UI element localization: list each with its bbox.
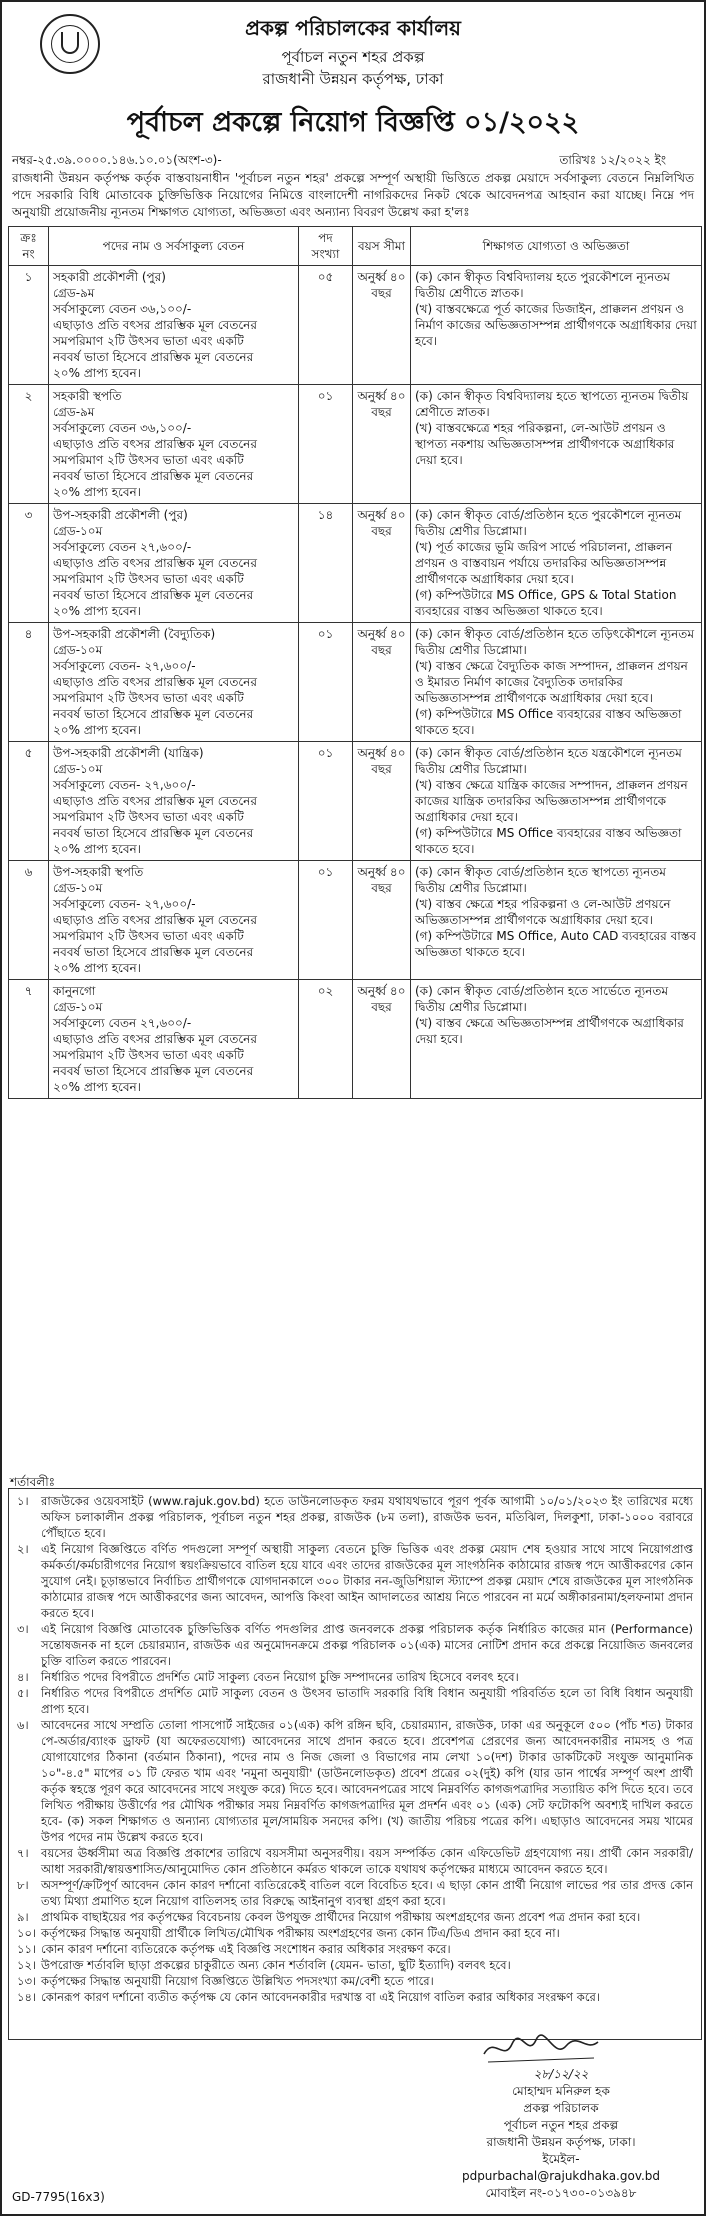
qualification-item: (ক) কোন স্বীকৃত বোর্ড/প্রতিষ্ঠান হতে যন্ত্রকৌশলে ন্যূনতম দ্বিতীয় শ্রেণীর ডিপ্লোমা। xyxy=(415,746,682,776)
row-serial: ১ xyxy=(9,266,49,385)
post-detail-line: গ্রেড-১০ম xyxy=(53,643,103,657)
post-detail-line: নববর্ষ ভাতা হিসেবে প্রারম্ভিক মূল বেতনের xyxy=(53,707,254,721)
term-number: ১০। xyxy=(17,1926,37,1940)
signatory-designation: প্রকল্প পরিচালক xyxy=(523,2101,599,2115)
post-detail-line: গ্রেড-১০ম xyxy=(53,881,103,895)
qualification-item: (খ) বাস্তবক্ষেত্রে শহর পরিকল্পনা, লে-আউট প্রণয়ন ও স্থাপত্য নকশায় অভিজ্ঞতাসম্পন্ন প্রার্থীগণকে অগ্রাধিকার দেয়া হবে। xyxy=(415,421,675,467)
post-detail-line: গ্রেড-১০ম xyxy=(53,762,103,776)
signatory-authority: রাজধানী উন্নয়ন কর্তৃপক্ষ, ঢাকা। xyxy=(486,2135,636,2149)
qualification-item: (ক) কোন স্বীকৃত বিশ্ববিদ্যালয় হতে স্থাপত্যে ন্যূনতম দ্বিতীয় শ্রেণীতে স্নাতক। xyxy=(415,389,689,419)
row-qualification xyxy=(411,623,702,742)
row-serial: ৬ xyxy=(9,861,49,980)
term-text: নির্ধারিত পদের বিপরীতে প্রদর্শিত মোট সাকুল্য বেতন নিয়োগ চুক্তি সম্পাদনের তারিখ হিসেবে বলবৎ হবে। xyxy=(41,1670,519,1684)
table-row xyxy=(9,504,702,623)
post-detail-line: সর্বসাকুল্যে বেতন ২৭,৬০০/- xyxy=(53,540,192,554)
term-number: ১১। xyxy=(17,1942,37,1956)
post-detail-line: সমপরিমাণ ২টি উৎসব ভাতা এবং একটি xyxy=(53,929,244,943)
post-name: উপ-সহকারী প্রকৌশলী (যান্ত্রিক) xyxy=(53,746,204,760)
post-detail-line: এছাড়াও প্রতি বৎসর প্রারম্ভিক মূল বেতনের xyxy=(53,556,257,570)
header-qualification: শিক্ষাগত যোগ্যতা ও অভিজ্ঞতা xyxy=(411,227,702,266)
table-header-row xyxy=(9,227,702,266)
qualification-item: (খ) বাস্তব ক্ষেত্রে অভিজ্ঞতাসম্পন্ন প্রার্থীগণকে অগ্রাধিকার দেয়া হবে। xyxy=(415,1016,684,1046)
term-item xyxy=(17,1621,693,1669)
term-text: আবেদনের সাথে সম্প্রতি তোলা পাসপোর্ট সাইজের ০১(এক) কপি রঙ্গিন ছবি, চেয়ারম্যান, রাজউক, ঢাকা এর অনুকূলে ৫০০ (পাঁচ শত) টাকার পে-অর্ডার/ব্যাংক ড্রাফট (যা অফেরতযোগ্য) আবেদনের সাথে প্রদান করতে হবে। প্রবেশপত্র প্রেরণের জন্য আবেদনকারীর নামসহ ও পত্র যোগাযোগের ঠিকানা (বর্তমান ঠিকানা), পদের নাম ও নিজ জেলা ও বিভাগের নাম লেখা ১০(দশ) টাকার ডাকটিকেট সংযুক্ত আনুমানিক ১০"-৪.৫" মাপের ০১ টি ফেরত খাম এবং 'নমুনা অনুযায়ী' (ডাউনলোডকৃত) প্রবেশ প্রত্রের ০২(দুই) কপি (যার ডান পার্শ্বের সম্পূর্ণ অংশ প্রার্থী কর্তৃক স্বহস্তে পূরণ করে আবেদনের সাথে সংযুক্ত করে) দিতে হবে। আবেদনপত্রের সাথে নিম্নবর্ণিত কাগজপত্রাদির সত্যায়িত কপি দিতে হবে। তবে লিখিত পরীক্ষায় উত্তীর্ণের পর মৌখিক পরীক্ষার সময় নিম্নবর্ণিত কাগজপত্রাদির মূল প্রদর্শন এবং ০১ (এক) সেট ফটোকপি অবশ্যই দাখিল করতে হবে- (ক) সকল শিক্ষাগত ও অন্যান্য যোগ্যতার মূল/সাময়িক সনদের কপি। (খ) জাতীয় পরিচয় পত্রের কপি। এছাড়াও আবেদনের সময় খামের উপর পদের নাম উল্লেখ করতে হবে। xyxy=(41,1718,693,1844)
post-detail-line: এছাড়াও প্রতি বৎসর প্রারম্ভিক মূল বেতনের xyxy=(53,913,257,927)
post-detail-line: নববর্ষ ভাতা হিসেবে প্রারম্ভিক মূল বেতনের xyxy=(53,350,254,364)
post-detail-line: সমপরিমাণ ২টি উৎসব ভাতা এবং একটি xyxy=(53,453,244,467)
term-text: এই নিয়োগ বিজ্ঞপ্তিতে বর্ণিত পদগুলো সম্পূর্ণ অস্থায়ী সাকুল্য বেতনে চুক্তি ভিত্তিক এবং প্রকল্প মেয়াদ শেষ হওয়ার সাথে সাথে নিয়োগপ্রাপ্ত কর্মকর্তা/কর্মচারীগণের নিয়োগ স্বয়ংক্রিয়ভাবে বাতিল হয়ে যাবে এবং তাদের রাজউকের মূল সাংগঠনিক কাঠামোর রাজস্ব পদে আত্তীকরণের কোন সুযোগ নেই। চূড়ান্তভাবে নির্বাচিত প্রার্থীগণকে যোগদানকালে ৩০০ টাকার নন-জুডিশিয়াল স্ট্যাম্পে প্রকল্প মেয়াদ শেষে রাজউকের মূল সাংগঠনিক কাঠামোর রাজস্ব পদে আত্তীকরণের জন্য আবেদন, আপত্তি কিংবা আইন আদালতের আশ্রয় নিতে পারবেন না মর্মে অঙ্গীকারনামা/হলফনামা প্রদান করতে হবে। xyxy=(41,1542,693,1620)
term-text: কর্তৃপক্ষের সিদ্ধান্ত অনুযায়ী প্রার্থীকে লিখিত/মৌখিক পরীক্ষায় অংশগ্রহণের জন্য কোন টিএ/ডিএ প্রদান করা হবে না। xyxy=(41,1926,560,1940)
gd-code: GD-7795(16x3) xyxy=(12,2190,105,2204)
row-post-salary xyxy=(49,266,299,385)
qualification-item: (গ) কম্পিউটারে MS Office ব্যবহারের বাস্তব অভিজ্ঞতা থাকতে হবে। xyxy=(415,707,682,737)
term-number: ৭। xyxy=(17,1846,29,1860)
term-number: ১২। xyxy=(17,1958,37,1972)
signature-date: ২৮/১২/২২ xyxy=(533,2067,589,2081)
term-text: কোনরূপ কারণ দর্শানো ব্যতীত কর্তৃপক্ষ যে কোন আবেদনকারীর দরখাস্ত বা এই নিয়োগ বাতিল করার অধিকার সংরক্ষণ করে। xyxy=(41,1990,601,2004)
term-text: এই নিয়োগ বিজ্ঞপ্তি মোতাবেক চুক্তিভিত্তিক বর্ণিত পদগুলির প্রাপ্ত জনবলকে প্রকল্প পরিচালক কর্তৃক নির্ধারিত কাজের মান (Performance) সন্তোষজনক না হলে চেয়ারম্যান, রাজউক এর অনুমোদনক্রমে প্রকল্প পরিচালক ০১(এক) মাসের নোটিশ প্রদান করে প্রকল্পে নিয়োজিত জনবলের চুক্তি বাতিল করতে পারবেন। xyxy=(41,1622,693,1668)
table-row xyxy=(9,623,702,742)
post-detail-line: ২০% প্রাপ্য হবেন। xyxy=(53,842,141,856)
qualification-item: (খ) বাস্তবক্ষেত্রে পূর্ত কাজের ডিজাইন, প্রাক্কলন প্রণয়ন ও নির্মাণ কাজের অভিজ্ঞতাসম্পন্ন প্রার্থীগণকে অগ্রাধিকার দেয়া হবে। xyxy=(415,302,697,348)
post-detail-line: ২০% প্রাপ্য হবেন। xyxy=(53,961,141,975)
term-item xyxy=(17,1669,693,1685)
post-detail-line: সর্বসাকুল্যে বেতন- ২৭,৬০০/- xyxy=(53,778,196,792)
table-body xyxy=(9,266,702,1099)
post-detail-line: ২০% প্রাপ্য হবেন। xyxy=(53,1080,141,1094)
row-age-limit: অনুর্ধ্ব ৪০ বছর xyxy=(353,623,411,742)
term-item xyxy=(17,1877,693,1909)
row-qualification xyxy=(411,266,702,385)
post-detail-line: নববর্ষ ভাতা হিসেবে প্রারম্ভিক মূল বেতনের xyxy=(53,945,254,959)
post-detail-line: সর্বসাকুল্যে বেতন- ২৭,৬০০/- xyxy=(53,659,196,673)
term-text: অসম্পূর্ণ/ক্রটিপূর্ণ আবেদন কোন কারণ দর্শানো ব্যতিরেকেই বাতিল বলে বিবেচিত হবে। এ ছাড়া কোন প্রার্থী নিয়োগ লাভের পর তার প্রদত্ত কোন তথ্য মিথ্যা প্রমাণিত হলে নিয়োগ বাতিলসহ তার বিরুদ্ধে আইনানুগ ব্যবস্থা গ্রহণ করা হবে। xyxy=(41,1878,693,1908)
term-item xyxy=(17,1957,693,1973)
signature-scribble xyxy=(476,2032,606,2068)
post-name: উপ-সহকারী প্রকৌশলী (পুর) xyxy=(53,508,188,522)
qualification-item: (গ) কম্পিউটারে MS Office, GPS & Total Station ব্যবহারের বাস্তব অভিজ্ঞতা থাকতে হবে। xyxy=(415,588,677,618)
term-number: ১। xyxy=(17,1494,29,1508)
row-serial: ২ xyxy=(9,385,49,504)
qualification-item: (ক) কোন স্বীকৃত বিশ্ববিদ্যালয় হতে পুরকৌশলে ন্যূনতম দ্বিতীয় শ্রেণীতে স্নাতক। xyxy=(415,270,670,300)
row-qualification xyxy=(411,504,702,623)
term-number: ৪। xyxy=(17,1670,29,1684)
row-qualification xyxy=(411,742,702,861)
row-age-limit: অনুর্ধ্ব ৪০ বছর xyxy=(353,504,411,623)
qualification-item: (খ) বাস্তব ক্ষেত্রে বৈদ্যুতিক কাজ সম্পাদন, প্রাক্কলন প্রণয়ন ও ইমারত নির্মাণ কাজের বৈদ্যুতিক তদারকির অভিজ্ঞতাসম্পন্ন প্রার্থীগণকে অগ্রাধিকার দেয়া হবে। xyxy=(415,659,688,705)
row-post-salary xyxy=(49,980,299,1099)
terms-list xyxy=(8,1488,702,2040)
post-detail-line: সর্বসাকুল্যে বেতন- ২৭,৬০০/- xyxy=(53,897,196,911)
term-text: প্রাথমিক বাছাইয়ের পর কর্তৃপক্ষের বিবেচনায় কেবল উপযুক্ত প্রার্থীদের নিয়োগ পরীক্ষায় অংশগ্রহণের জন্য প্রবেশ পত্র প্রদান করা হবে। xyxy=(41,1910,641,1924)
qualification-item: (খ) বাস্তব ক্ষেত্রে শহর পরিকল্পনা ও লে-আউট প্রণয়নে অভিজ্ঞতাসম্পন্ন প্রার্থীগণকে অগ্রাধিকার দেয়া হবে। xyxy=(415,897,671,927)
posts-table xyxy=(8,226,702,1099)
post-name: উপ-সহকারী স্থপতি xyxy=(53,865,144,879)
header-post-salary: পদের নাম ও সর্বসাকুল্য বেতন xyxy=(49,227,299,266)
notice-date: তারিখঃ ১২/২০২২ ইং xyxy=(559,153,666,167)
post-detail-line: সর্বসাকুল্যে বেতন ৩৬,১০০/- xyxy=(53,421,192,435)
term-number: ৩। xyxy=(17,1622,29,1636)
qualification-item: (খ) পূর্ত কাজের ভূমি জরিপ সার্ভে পরিচালনা, প্রাক্কলন প্রণয়ন ও বাস্তবায়ন পর্যায়ে তদারকির অভিজ্ঞতাসম্পন্ন প্রার্থীগণকে অগ্রাধিকার দেয়া হবে। xyxy=(415,540,673,586)
post-detail-line: ২০% প্রাপ্য হবেন। xyxy=(53,604,141,618)
table-row xyxy=(9,861,702,980)
qualification-item: (গ) কম্পিউটারে MS Office, Auto CAD ব্যবহারের বাস্তব অভিজ্ঞতা থাকতে হবে। xyxy=(415,929,697,959)
post-detail-line: সমপরিমাণ ২টি উৎসব ভাতা এবং একটি xyxy=(53,810,244,824)
term-item xyxy=(17,1845,693,1877)
row-post-salary xyxy=(49,623,299,742)
terms-heading: শর্তাবলীঃ xyxy=(10,1475,56,1489)
post-detail-line: এছাড়াও প্রতি বৎসর প্রারম্ভিক মূল বেতনের xyxy=(53,794,257,808)
post-detail-line: সর্বসাকুল্যে বেতন ২৭,৬০০/- xyxy=(53,1016,192,1030)
post-detail-line: এছাড়াও প্রতি বৎসর প্রারম্ভিক মূল বেতনের xyxy=(53,318,257,332)
qualification-item: (গ) কম্পিউটারে MS Office ব্যবহারের বাস্তব অভিজ্ঞতা থাকতে হবে। xyxy=(415,826,682,856)
row-age-limit: অনুর্ধ্ব ৪০ বছর xyxy=(353,861,411,980)
post-detail-line: এছাড়াও প্রতি বৎসর প্রারম্ভিক মূল বেতনের xyxy=(53,675,257,689)
signatory-project: পূর্বাচল নতুন শহর প্রকল্প xyxy=(503,2118,619,2132)
post-detail-line: গ্রেড-১০ম xyxy=(53,1000,103,1014)
post-detail-line: ২০% প্রাপ্য হবেন। xyxy=(53,723,141,737)
row-age-limit: অনুর্ধ্ব ৪০ বছর xyxy=(353,980,411,1099)
post-detail-line: এছাড়াও প্রতি বৎসর প্রারম্ভিক মূল বেতনের xyxy=(53,437,257,451)
row-post-salary xyxy=(49,861,299,980)
signatory-email: ইমেইল- pdpurbachal@rajukdhaka.gov.bd xyxy=(461,2152,661,2183)
term-item xyxy=(17,1925,693,1941)
table-row xyxy=(9,266,702,385)
table-row xyxy=(9,742,702,861)
memo-number: নম্বর-২৫.৩৯.০০০০.১৪৬.১০.০১(অংশ-৩)- xyxy=(12,153,222,167)
row-post-salary xyxy=(49,504,299,623)
header-post-count: পদ সংখ্যা xyxy=(299,227,353,266)
term-number: ৬। xyxy=(17,1718,29,1732)
row-post-count: ০২ xyxy=(299,980,353,1099)
post-detail-line: ২০% প্রাপ্য হবেন। xyxy=(53,366,141,380)
term-item xyxy=(17,1685,693,1717)
term-item xyxy=(17,1717,693,1845)
post-detail-line: সমপরিমাণ ২টি উৎসব ভাতা এবং একটি xyxy=(53,572,244,586)
qualification-item: (ক) কোন স্বীকৃত বোর্ড/প্রতিষ্ঠান হতে তড়িৎকৌশলে ন্যূনতম দ্বিতীয় শ্রেণীর ডিপ্লোমা। xyxy=(415,627,694,657)
term-item xyxy=(17,1541,693,1621)
row-post-count: ০১ xyxy=(299,861,353,980)
post-detail-line: এছাড়াও প্রতি বৎসর প্রারম্ভিক মূল বেতনের xyxy=(53,1032,257,1046)
post-detail-line: নববর্ষ ভাতা হিসেবে প্রারম্ভিক মূল বেতনের xyxy=(53,826,254,840)
post-name: সহকারী প্রকৌশলী (পুর) xyxy=(53,270,166,284)
term-text: রাজউকের ওয়েবসাইট (www.rajuk.gov.bd) হতে ডাউনলোডকৃত ফরম যথাযথভাবে পূরণ পূর্বক আগামী ১০/০১/২০২৩ ইং তারিখের মধ্যে অফিস চলাকালীন প্রকল্প পরিচালক, পূর্বাচল নতুন শহর প্রকল্প, রাজউক (৮ম তলা), রাজউক ভবন, মতিঝিল, দিলকুশা, ঢাকা-১০০০ বরাবরে পৌঁছাতে হবে। xyxy=(41,1494,693,1540)
row-age-limit: অনুর্ধ্ব ৪০ বছর xyxy=(353,742,411,861)
post-detail-line: সমপরিমাণ ২টি উৎসব ভাতা এবং একটি xyxy=(53,1048,244,1062)
term-item xyxy=(17,1989,693,2005)
post-name: কানুনগো xyxy=(53,984,96,998)
signature-block xyxy=(446,2066,676,2202)
term-number: ৮। xyxy=(17,1878,29,1892)
post-name: উপ-সহকারী প্রকৌশলী (বৈদ্যুতিক) xyxy=(53,627,216,641)
notice-title: পূর্বাচল প্রকল্পে নিয়োগ বিজ্ঞপ্তি ০১/২০২২ xyxy=(126,107,580,138)
post-detail-line: গ্রেড-৯ম xyxy=(53,405,95,419)
header-age-limit: বয়স সীমা xyxy=(353,227,411,266)
post-detail-line: নববর্ষ ভাতা হিসেবে প্রারম্ভিক মূল বেতনের xyxy=(53,1064,254,1078)
row-serial: ৫ xyxy=(9,742,49,861)
row-serial: ৪ xyxy=(9,623,49,742)
qualification-item: (ক) কোন স্বীকৃত বোর্ড/প্রতিষ্ঠান হতে সার্ভেতে ন্যূনতম দ্বিতীয় শ্রেণীর ডিপ্লোমা। xyxy=(415,984,669,1014)
post-name: সহকারী স্থপতি xyxy=(53,389,122,403)
row-qualification xyxy=(411,861,702,980)
term-number: ৯। xyxy=(17,1910,29,1924)
term-number: ১৪। xyxy=(17,1990,37,2004)
term-text: বয়সের ঊর্ধ্বসীমা অত্র বিজ্ঞপ্তি প্রকাশের তারিখে বয়সসীমা অনুসরণীয়। বয়স সম্পর্কিত কোন এফিডেভিট গ্রহণযোগ্য নয়। প্রার্থী কোন সরকারী/আধা সরকারী/স্বায়ত্তশাসিত/আনুমোদিত কোন প্রতিষ্ঠানে কর্মরত থাকলে তাকে যথাযথ কর্তৃপক্ষের মাধ্যমে আবেদন করতে হবে। xyxy=(41,1846,693,1876)
term-item xyxy=(17,1909,693,1925)
signatory-mobile: মোবাইল নং-০১৭৩০-০১৩৯৪৮ xyxy=(485,2186,637,2200)
term-item xyxy=(17,1941,693,1957)
term-item xyxy=(17,1973,693,1989)
row-serial: ৭ xyxy=(9,980,49,1099)
row-post-count: ১৪ xyxy=(299,504,353,623)
term-text: কর্তৃপক্ষের সিদ্ধান্ত অনুযায়ী নিয়োগ বিজ্ঞপ্তিতে উল্লিখিত পদসংখ্যা কম/বেশী হতে পারে। xyxy=(41,1974,434,1988)
row-qualification xyxy=(411,980,702,1099)
post-detail-line: সর্বসাকুল্যে বেতন ৩৬,১০০/- xyxy=(53,302,192,316)
qualification-item: (ক) কোন স্বীকৃত বোর্ড/প্রতিষ্ঠান হতে স্থাপত্যে ন্যূনতম দ্বিতীয় শ্রেণীর ডিপ্লোমা। xyxy=(415,865,666,895)
row-post-salary xyxy=(49,742,299,861)
row-serial: ৩ xyxy=(9,504,49,623)
row-qualification xyxy=(411,385,702,504)
qualification-item: (খ) বাস্তব ক্ষেত্রে যান্ত্রিক কাজের সম্পাদন, প্রাক্কলন প্রণয়ন কাজের যান্ত্রিক তদারকির অভিজ্ঞতাসম্পন্ন প্রার্থীগণকে অগ্রাধিকার দেয়া হবে। xyxy=(415,778,688,824)
office-title: প্রকল্প পরিচালকের কার্যালয় xyxy=(245,16,461,40)
term-text: উপরোক্ত শর্তাবলি ছাড়া প্রকল্পের চাকুরীতে অন্য কোন শর্তাবলি (যেমন- ভাতা, ছুটি ইত্যাদি) বলবৎ হবে। xyxy=(41,1958,511,1972)
post-detail-line: সমপরিমাণ ২টি উৎসব ভাতা এবং একটি xyxy=(53,691,244,705)
term-number: ২। xyxy=(17,1542,29,1556)
row-age-limit: অনুর্ধ্ব ৪০ বছর xyxy=(353,266,411,385)
post-detail-line: গ্রেড-১০ম xyxy=(53,524,103,538)
term-text: নির্ধারিত পদের বিপরীতে প্রদর্শিত মোট সাকুল্য বেতন ও উৎসব ভাতাদি সরকারি বিধি বিধান অনুযায়ী পরিবর্তিত হলে তা বিধি বিধান অনুযায়ী প্রাপ্য হবে। xyxy=(41,1686,693,1716)
post-detail-line: ২০% প্রাপ্য হবেন। xyxy=(53,485,141,499)
authority-name: রাজধানী উন্নয়ন কর্তৃপক্ষ, ঢাকা xyxy=(262,70,444,88)
row-post-count: ০৫ xyxy=(299,266,353,385)
term-text: কোন কারণ দর্শানো ব্যতিরেকে কর্তৃপক্ষ এই বিজ্ঞপ্তি সংশোধন করার অধিকার সংরক্ষণ করে। xyxy=(41,1942,451,1956)
row-post-count: ০১ xyxy=(299,623,353,742)
term-item xyxy=(17,1493,693,1541)
post-detail-line: নববর্ষ ভাতা হিসেবে প্রারম্ভিক মূল বেতনের xyxy=(53,588,254,602)
table-row xyxy=(9,385,702,504)
post-detail-line: সমপরিমাণ ২টি উৎসব ভাতা এবং একটি xyxy=(53,334,244,348)
table-row xyxy=(9,980,702,1099)
row-post-count: ০১ xyxy=(299,385,353,504)
post-detail-line: গ্রেড-৯ম xyxy=(53,286,95,300)
term-number: ১৩। xyxy=(17,1974,37,1988)
row-age-limit: অনুর্ধ্ব ৪০ বছর xyxy=(353,385,411,504)
project-name: পূর্বাচল নতুন শহর প্রকল্প xyxy=(281,48,425,66)
post-detail-line: নববর্ষ ভাতা হিসেবে প্রারম্ভিক মূল বেতনের xyxy=(53,469,254,483)
qualification-item: (ক) কোন স্বীকৃত বোর্ড/প্রতিষ্ঠান হতে পুরকৌশলে ন্যূনতম দ্বিতীয় শ্রেণীর ডিপ্লোমা। xyxy=(415,508,682,538)
term-number: ৫। xyxy=(17,1686,29,1700)
intro-paragraph: রাজধানী উন্নয়ন কর্তৃপক্ষ কর্তৃক বাস্তবায়নাধীন 'পূর্বাচল নতুন শহর' প্রকল্পে সম্পূর্ণ অস্থায়ী ভিত্তিতে প্রকল্প মেয়াদে সর্বসাকুল্য বেতনে নিম্নলিখিত পদে সরকারি বিধি মোতাবেক চুক্তিভিত্তিক নিয়োগের নিমিত্তে বাংলাদেশী নাগরিকদের নিকট থেকে আবেদনপত্র আহবান করা যাচ্ছে। নিম্নে পদ অনুযায়ী প্রয়োজনীয় ন্যূনতম শিক্ষাগত যোগ্যতা, অভিজ্ঞতা এবং অন্যান্য বিবরণ উল্লেখ করা হ'লঃ xyxy=(12,171,694,219)
row-post-salary xyxy=(49,385,299,504)
signatory-name: মোহাম্মদ মনিরুল হক xyxy=(512,2084,610,2098)
header-serial: ক্রঃ নং xyxy=(9,227,49,266)
row-post-count: ০১ xyxy=(299,742,353,861)
